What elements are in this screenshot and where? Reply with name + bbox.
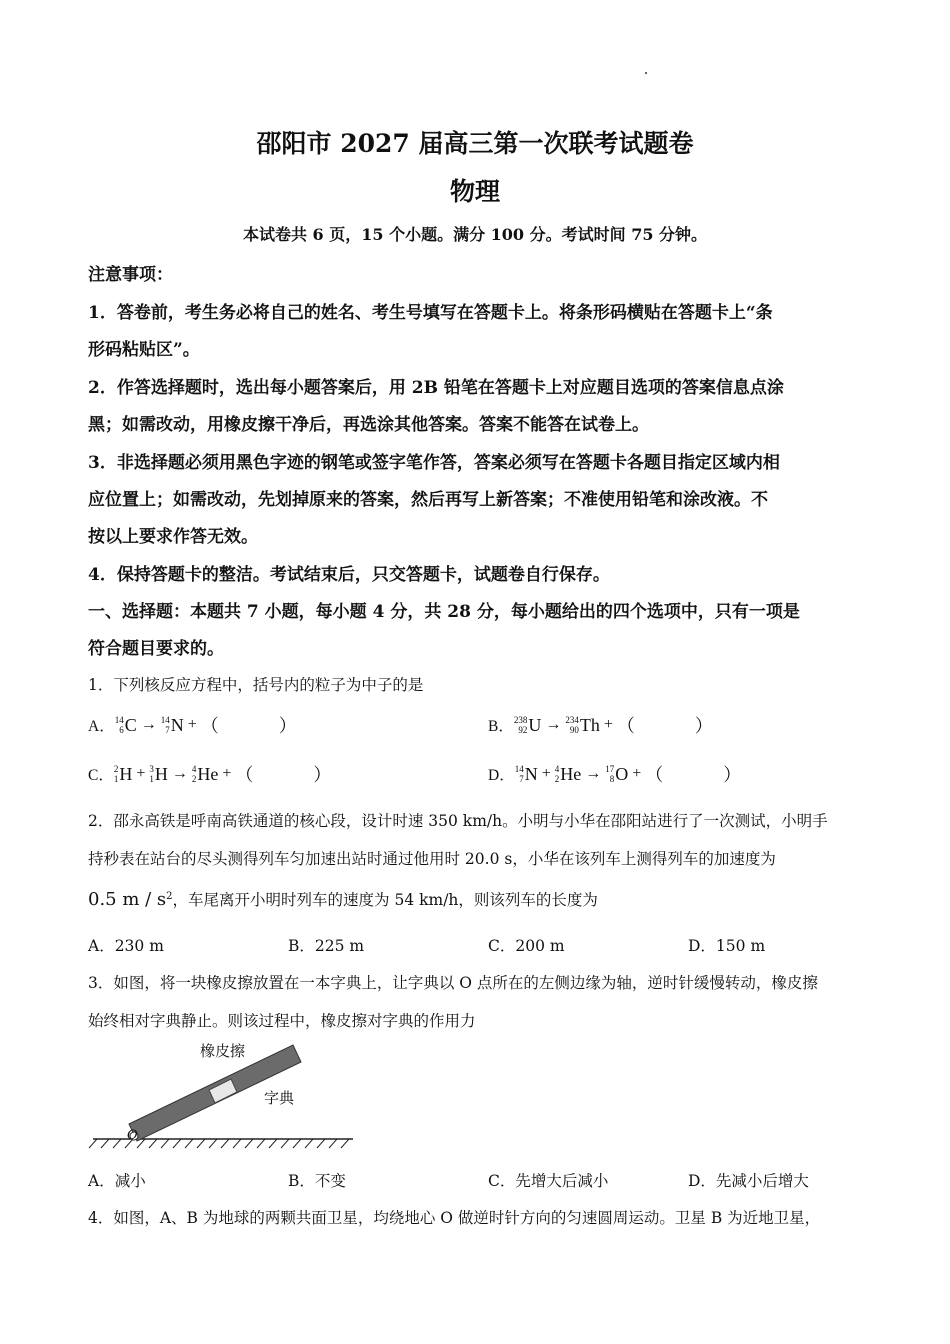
eraser-label: 橡皮擦: [200, 1042, 246, 1060]
q2-stem-line: 2．邵永高铁是呼南高铁通道的核心段，设计时速 350 km/h。小明与小华在邵阳站进行了一次测试，小明手: [88, 812, 828, 830]
paren: ）: [278, 716, 297, 736]
option-label: A．: [88, 718, 115, 735]
isotope: 4 2 He: [191, 763, 219, 784]
scan-dot: [645, 72, 647, 74]
exam-info: 本试卷共 6 页，15 个小题。满分 100 分。考试时间 75 分钟。: [242, 225, 708, 244]
option-label: D．: [488, 767, 515, 784]
q1-option-c: [88, 761, 331, 787]
option-label: B．: [488, 718, 514, 735]
q3-stem-line: 始终相对字典静止。则该过程中，橡皮擦对字典的作用力: [88, 1012, 476, 1030]
q3-option-b: B．不变: [288, 1172, 346, 1190]
isotope: 238 92 U: [513, 714, 542, 735]
q1-option-d: [488, 761, 741, 787]
arrow: →: [140, 716, 157, 733]
q2-tail: ，车尾离开小明时列车的速度为 54 km/h，则该列车的长度为: [172, 891, 598, 909]
isotope: 14 7 N: [514, 763, 538, 784]
q3-stem-line: 3．如图，将一块橡皮擦放置在一本字典上，让字典以 O 点所在的左侧边缘为轴，逆时针缓慢转动，橡皮擦: [88, 974, 818, 992]
note-line: 3．非选择题必须用黑色字迹的钢笔或签字笔作答，答案必须写在答题卡各题目指定区域内相: [88, 453, 780, 473]
isotope: 14 7 N: [160, 714, 184, 735]
isotope: 2 1 H: [113, 763, 133, 784]
arrow: →: [585, 765, 602, 782]
q2-stem-line: 持秒表在站台的尽头测得列车匀加速出站时通过他用时 20.0 s，小华在该列车上测得列车的加速度为: [88, 850, 776, 868]
paren: ）: [313, 765, 332, 785]
exam-title: 邵阳市 2027 届高三第一次联考试题卷: [256, 129, 694, 158]
note-line: 4．保持答题卡的整洁。考试结束后，只交答题卡，试题卷自行保存。: [88, 565, 610, 585]
note-line: 1．答卷前，考生务必将自己的姓名、考生号填写在答题卡上。将条形码横贴在答题卡上“条: [88, 303, 773, 323]
paren: ）: [723, 765, 742, 785]
q1-option-a: [88, 712, 297, 738]
plus: +: [136, 765, 146, 782]
q3-option-a: A．减小: [88, 1172, 146, 1190]
q4-stem-line: 4．如图，A、B 为地球的两颗共面卫星，均绕地心 O 做逆时针方向的匀速圆周运动。卫星 B 为近地卫星，: [88, 1209, 821, 1227]
plus: +: [222, 765, 232, 782]
arrow: →: [545, 716, 562, 733]
note-line: 黑；如需改动，用橡皮擦干净后，再选涂其他答案。答案不能答在试卷上。: [88, 415, 649, 435]
notes-heading: 注意事项：: [88, 265, 173, 285]
eraser-shape: [209, 1079, 237, 1103]
q1-stem: 1．下列核反应方程中，括号内的粒子为中子的是: [88, 676, 424, 694]
section-heading-cont: 符合题目要求的。: [88, 639, 224, 659]
q2-option-d: D．150 m: [688, 937, 766, 955]
exam-subject: 物理: [449, 177, 500, 206]
pivot-label: O: [127, 1128, 138, 1143]
q3-option-c: C．先增大后减小: [488, 1172, 609, 1190]
isotope: 3 1 H: [149, 763, 168, 784]
paren: （: [616, 716, 635, 736]
paren: （: [645, 765, 664, 785]
plus: +: [187, 716, 197, 733]
plus: +: [603, 716, 613, 733]
plus: +: [541, 765, 551, 782]
isotope: 14 6 C: [114, 714, 137, 735]
acceleration-value: 0.5 m / s: [88, 889, 167, 910]
q2-option-c: C．200 m: [488, 937, 565, 955]
acceleration-exponent: 2: [166, 890, 173, 902]
note-line: 形码粘贴区”。: [88, 340, 200, 360]
paren: ）: [694, 716, 713, 736]
section-heading: 一、选择题：本题共 7 小题，每小题 4 分，共 28 分，每小题给出的四个选项中，只有一项是: [88, 602, 800, 622]
isotope: 234 90 Th: [565, 714, 600, 735]
arrow: →: [171, 765, 188, 782]
paren: （: [200, 716, 219, 736]
q2-option-a: A．230 m: [88, 937, 164, 955]
q2-stem-line: [88, 888, 598, 910]
plus: +: [632, 765, 642, 782]
isotope: 4 2 He: [554, 763, 582, 784]
note-line: 应位置上；如需改动，先划掉原来的答案，然后再写上新答案；不准使用铅笔和涂改液。不: [88, 490, 768, 510]
isotope: 17 8 O: [605, 763, 629, 784]
dictionary-label: 字典: [264, 1089, 295, 1107]
q2-option-b: B．225 m: [288, 937, 365, 955]
paren: （: [235, 765, 254, 785]
note-line: 按以上要求作答无效。: [88, 527, 258, 547]
q1-option-b: [488, 712, 713, 738]
q3-option-d: D．先减小后增大: [688, 1172, 809, 1190]
note-line: 2．作答选择题时，选出每小题答案后，用 2B 铅笔在答题卡上对应题目选项的答案信息点涂: [88, 378, 784, 398]
option-label: C．: [88, 767, 114, 784]
